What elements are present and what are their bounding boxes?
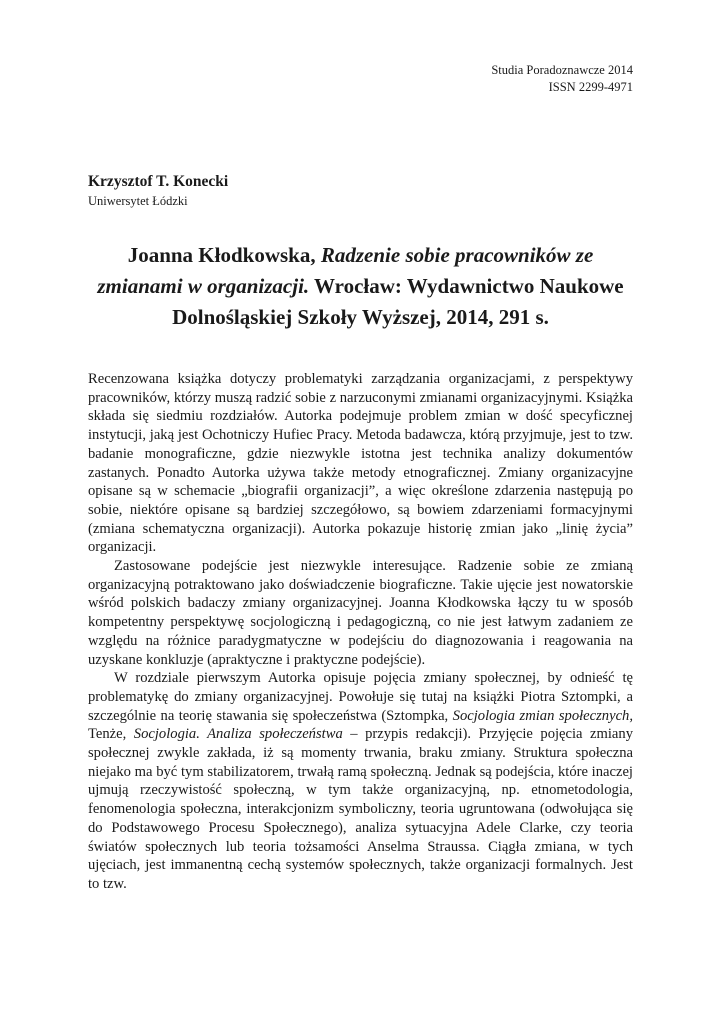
paragraph-3-text-c: – przypis redakcji). Przyjęcie pojęcia zmiany społecznej zwykle zakłada, iż są momenty trwania, braku zmiany. Struktura społeczna niejako ma być tym stabilizatorem, trwałą ramą społeczną. Jednak są podejścia, które inaczej ujmują rzeczywistość społeczną, w tym także organizacyjną, np. etnometodologia, fenomenologia społeczna, interakcjonizm symboliczny, teoria ugruntowana (odwołująca się do Podstawowego Procesu Społecznego), analiza sytuacyjna Adele Clarke, czy teoria światów społecznych lub teoria tożsamości Anselma Straussa. Ciągła zmiana, w tych ujęciach, jest immanentną cechą systemów społecznych, także organizacji formalnych. Jest to tzw. xyxy=(88,726,634,892)
author-affiliation: Uniwersytet Łódzki xyxy=(88,194,188,208)
title-book-italic: Radzenie sobie pracowników ze zmianami w organizacji. xyxy=(97,243,594,298)
author-name: Krzysztof T. Konecki xyxy=(88,173,229,190)
paragraph-2: Zastosowane podejście jest niezwykle interesujące. Radzenie sobie ze zmianą organizacyjną potraktowano jako doświadczenie biograficzne. Takie ujęcie jest nowatorskie wśród polskich badaczy zmiany organizacyjnej. Joanna Kłodkowska łączy tu w sposób kompetentny perspektywę socjologiczną i pedagogiczną, co nie jest łatwym zadaniem ze względu na różnice paradygmatyczne w podejściu do diagnozowania i reagowania na uzyskane konkluzje (apraktyczne i praktyczne podejście). xyxy=(88,558,633,668)
review-body xyxy=(88,370,633,894)
review-title xyxy=(88,240,633,333)
title-publisher-part: Wrocław: Wydawnictwo Naukowe Dolnośląskiej Szkoły Wyższej, 2014, 291 s. xyxy=(172,274,624,329)
paragraph-3 xyxy=(88,669,633,893)
issn: ISSN 2299-4971 xyxy=(548,80,633,94)
paragraph-3-text-b: Tenże, xyxy=(88,726,134,743)
paragraph-3-text-a: W rozdziale pierwszym Autorka opisuje pojęcia zmiany społecznej, by odnieść tę problematykę do zmiany organizacyjnej. Powołuje się tutaj na książki Piotra Sztompki, a szczególnie na teorię stawania się społeczeństwa (Sztompka, xyxy=(88,670,633,724)
paragraph-3-italic-1: Socjologia zmian społecznych, xyxy=(452,707,634,724)
author-block xyxy=(88,172,228,210)
journal-name: Studia Poradoznawcze 2014 xyxy=(491,63,633,77)
journal-header xyxy=(491,62,633,96)
paragraph-1: Recenzowana książka dotyczy problematyki zarządzania organizacjami, z perspektywy pracowników, którzy muszą radzić sobie z narzuconymi zmianami organizacyjnymi. Książka składa się siedmiu rozdziałów. Autorka podejmuje problem zmian w dość specyficznej instytucji, jaką jest Ochotniczy Hufiec Pracy. Metoda badawcza, którą przyjmuje, jest to tzw. badanie monograficzne, gdzie niezwykle istotna jest technika analizy dokumentów zastanych. Ponadto Autorka używa także metody etnograficznej. Zmiany organizacyjne opisane są w schemacie „biografii organizacji”, a więc określone zdarzenia następują po sobie, niektóre opisane są bardziej szczegółowo, są bowiem zdarzeniami formacyjnymi (zmiana schematyczna organizacji). Autorka pokazuje historię zmian jako „linię życia” organizacji. xyxy=(88,371,633,556)
title-author-part: Joanna Kłodkowska, xyxy=(127,243,321,267)
paragraph-3-italic-2: Socjologia. Analiza społeczeństwa xyxy=(133,726,343,743)
